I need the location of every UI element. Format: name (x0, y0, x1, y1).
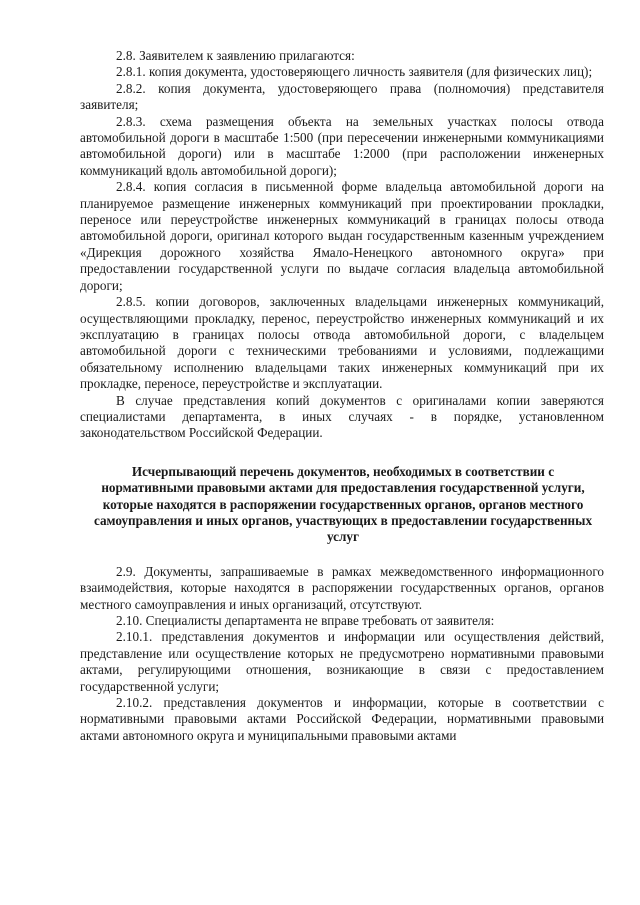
paragraph-2-8-1: 2.8.1. копия документа, удостоверяющего личность заявителя (для физических лиц); (116, 64, 593, 80)
paragraph-2-10-1: 2.10.1. представления документов и информации или осуществления действий, представление или осуществление которых не предусмотрено нормативными правовыми актами, регулирующими отношения, возникающие в связи с предоставлением государственной услуги; (80, 629, 604, 694)
paragraph-2-9: 2.9. Документы, запрашиваемые в рамках межведомственного информационного взаимодействия, которые находятся в распоряжении государственных органов, органов местного самоуправления и иных организаций, отсутствуют. (80, 563, 604, 612)
section-heading: Исчерпывающий перечень документов, необходимых в соответствии с нормативными правовыми актами для предоставления государственной услуги, которые находятся в распоряжении государственных органов, органов местного самоуправления и иных органов, участвующих в предоставлении государственных услуг (93, 463, 593, 545)
paragraph-2-8-5: 2.8.5. копии договоров, заключенных владельцами инженерных коммуникаций, осуществляющими прокладку, перенос, переустройство инженерных коммуникаций и их эксплуатацию в границах полосы отвода автомобильной дороги, с владельцем автомобильной дороги с техническими требованиями и условиями, подлежащими обязательному исполнению владельцами таких инженерных коммуникаций при их прокладке, переносе, переустройстве и эксплуатации. (80, 294, 604, 392)
paragraph-2-10: 2.10. Специалисты департамента не вправе требовать от заявителя: (116, 613, 495, 628)
paragraph-2-8-3: 2.8.3. схема размещения объекта на земельных участках полосы отвода автомобильной дороги в масштабе 1:500 (при пересечении инженерными коммуникациями автомобильной дороги) или в масштабе 1:2000 (при расположении инженерных коммуникаций вдоль автомобильной дороги); (80, 113, 604, 178)
paragraph-copies-certification: В случае представления копий документов с оригиналами копии заверяются специалистами департамента, в иных случаях - в порядке, установленном законодательством Российской Федерации. (80, 392, 604, 441)
paragraph-2-8: 2.8. Заявителем к заявлению прилагаются: (116, 48, 355, 63)
paragraph-2-8-2: 2.8.2. копия документа, удостоверяющего права (полномочия) представителя заявителя; (80, 80, 604, 113)
paragraph-2-8-4: 2.8.4. копия согласия в письменной форме владельца автомобильной дороги на планируемое размещение инженерных коммуникаций при проектировании прокладки, переносе или переустройстве инженерных коммуникаций в границах полосы отвода автомобильной дороги, оригинал которого выдан государственным казенным учреждением «Дирекция дорожного хозяйства Ямало-Ненецкого автономного округа» при предоставлении государственной услуги по выдаче согласия владельца автомобильной дороги; (80, 179, 604, 293)
paragraph-2-10-2: 2.10.2. представления документов и информации, которые в соответствии с нормативными правовыми актами Российской Федерации, нормативными правовыми актами автономного округа и муниципальными правовыми актами (80, 695, 604, 743)
